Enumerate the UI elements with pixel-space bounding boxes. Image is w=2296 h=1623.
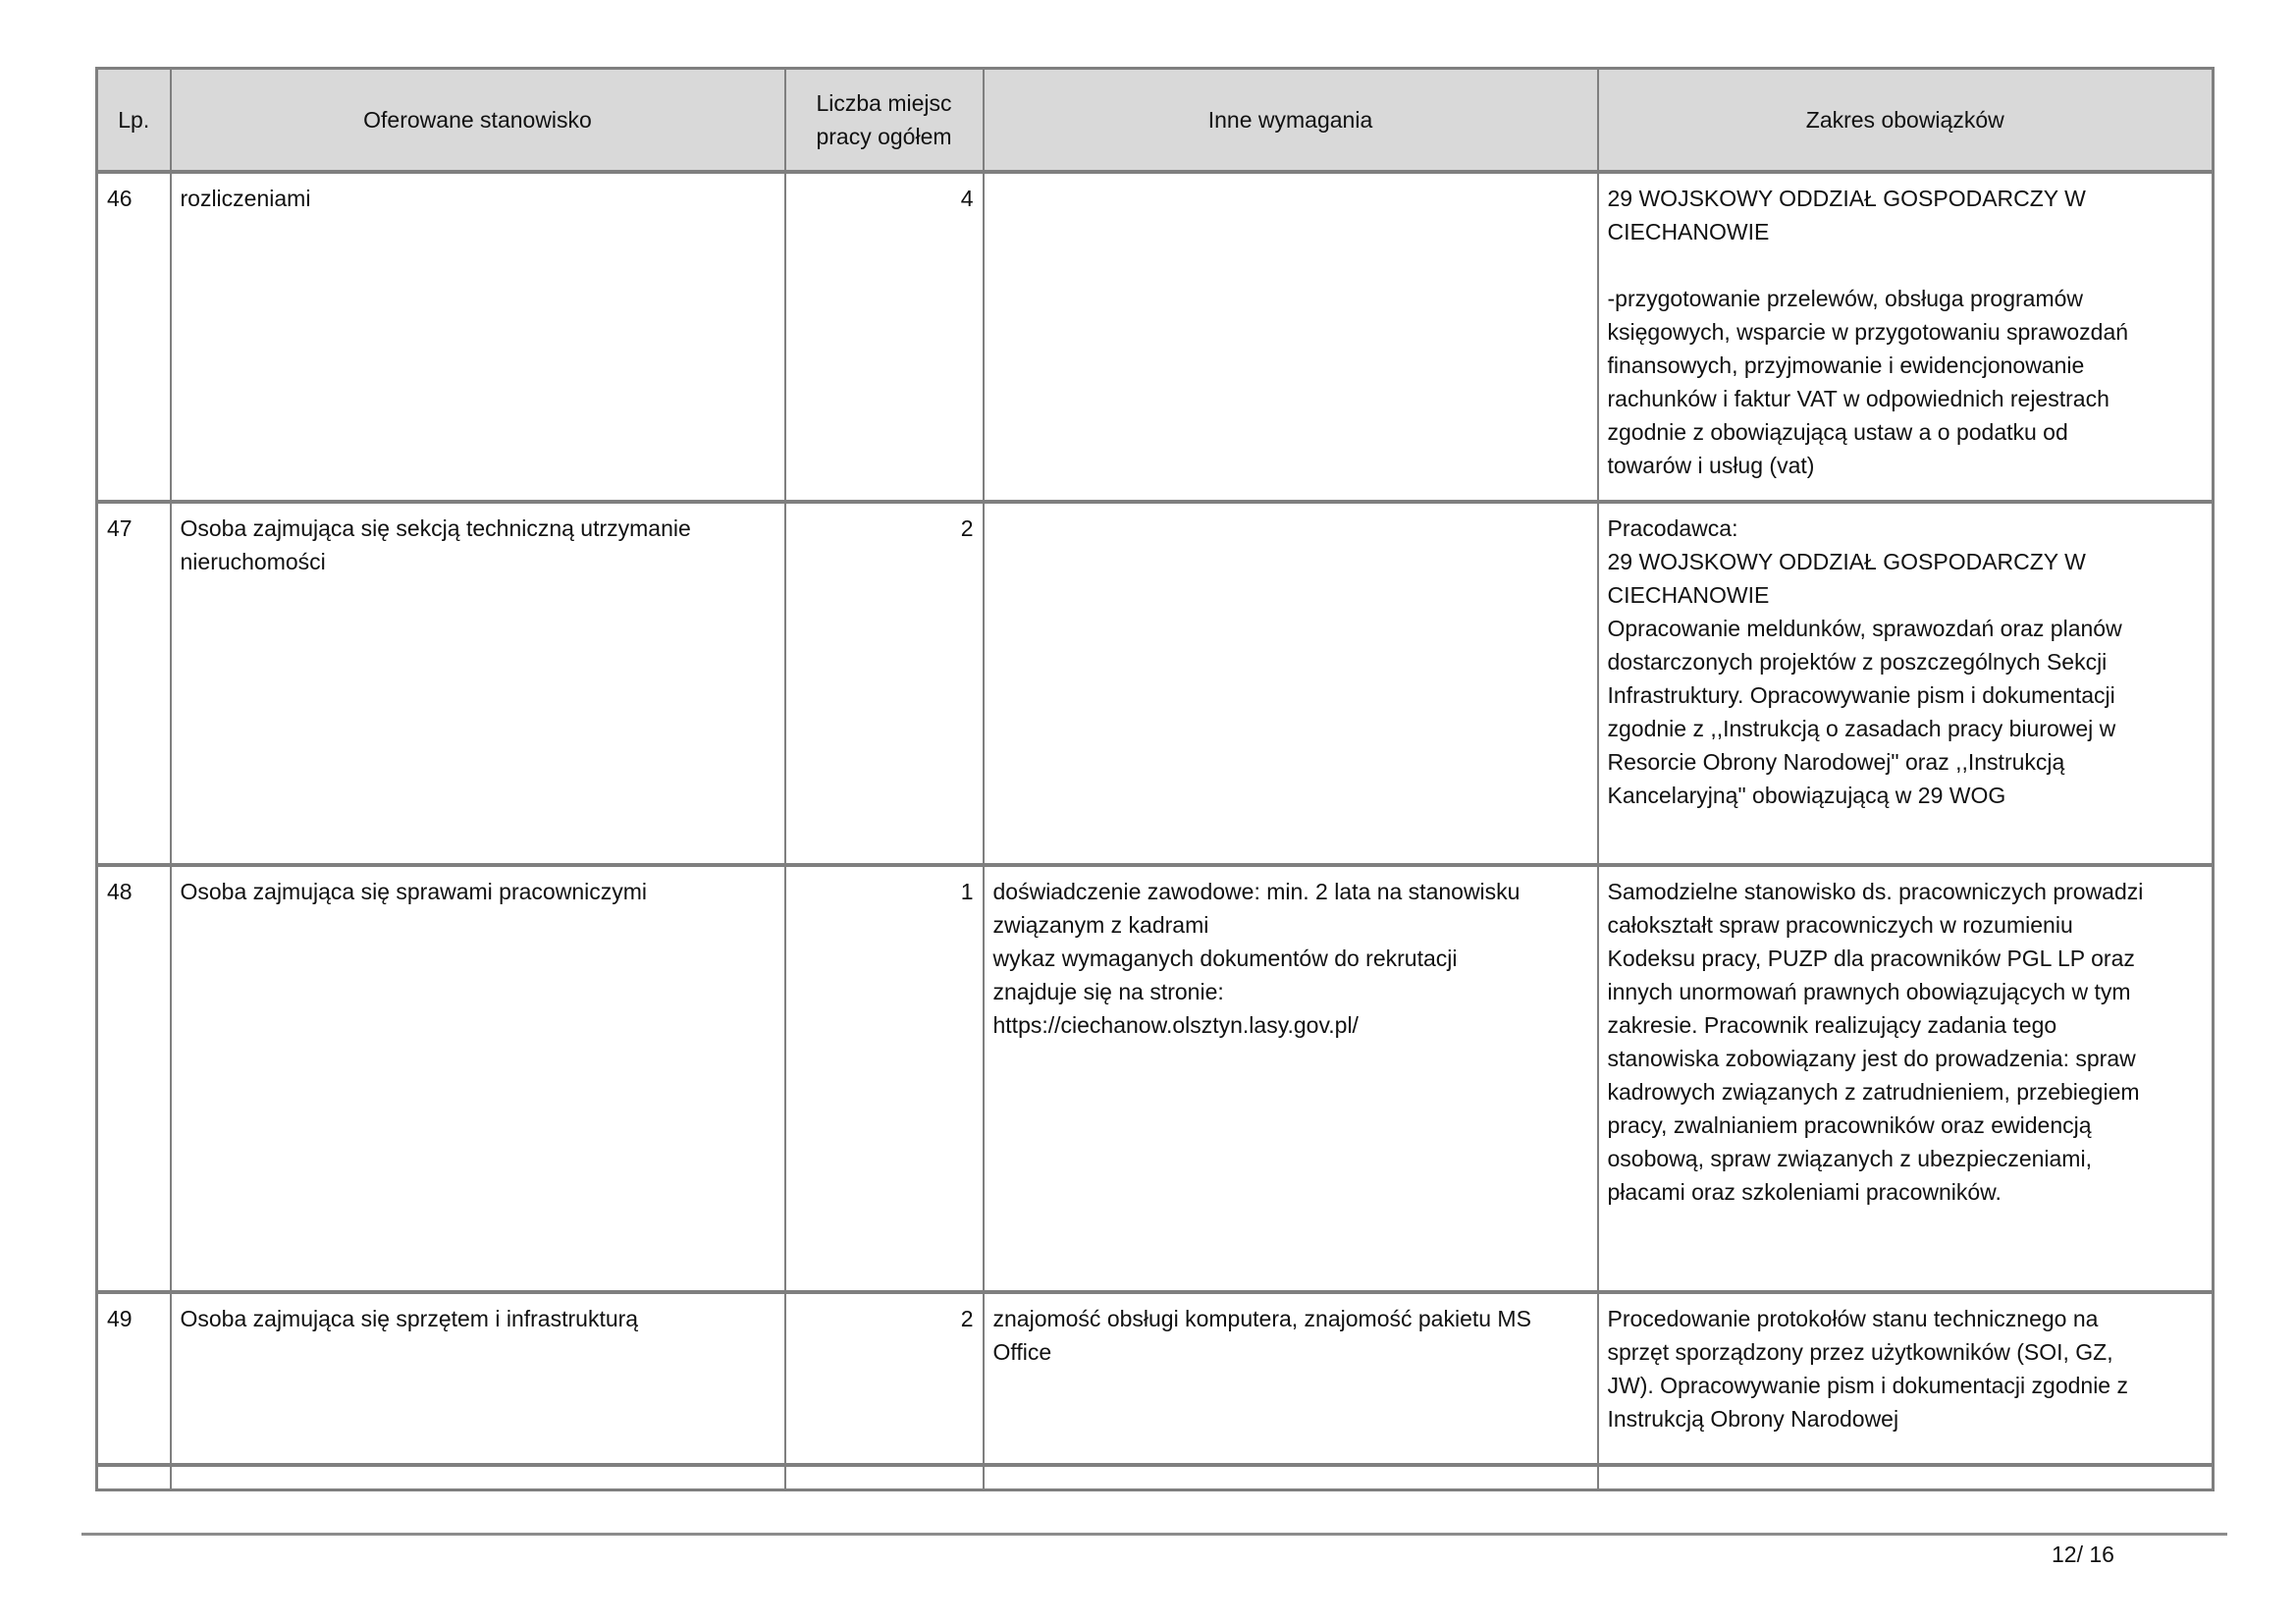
- cell-empty: [984, 1465, 1598, 1490]
- cell-position: Osoba zajmująca się sprawami pracowniczymi: [171, 865, 785, 1292]
- cell-duties: Pracodawca: 29 WOJSKOWY ODDZIAŁ GOSPODARCZY W CIECHANOWIE Opracowanie meldunków, sprawozdań oraz planów dostarczonych projektów z poszczególnych Sekcji Infrastruktury. Opracowywanie pism i dokumentacji zgodnie z ,,Instrukcją o zasadach pracy biurowej w Resorcie Obrony Narodowej" oraz ,,Instrukcją Kancelaryjną" obowiązującą w 29 WOG: [1598, 502, 2214, 865]
- page-number: 12/ 16: [2052, 1542, 2114, 1567]
- cell-count: 1: [785, 865, 984, 1292]
- cell-position: Osoba zajmująca się sekcją techniczną utrzymanie nieruchomości: [171, 502, 785, 865]
- cell-count: 4: [785, 172, 984, 502]
- cell-duties: 29 WOJSKOWY ODDZIAŁ GOSPODARCZY W CIECHANOWIE -przygotowanie przelewów, obsługa programów księgowych, wsparcie w przygotowaniu sprawozdań finansowych, przyjmowanie i ewidencjonowanie rachunków i faktur VAT w odpowiednich rejestrach zgodnie z obowiązującą ustaw a o podatku od towarów i usług (vat): [1598, 172, 2214, 502]
- table-row: [97, 502, 2214, 865]
- header-requirements: Inne wymagania: [984, 69, 1598, 173]
- cell-duties: Procedowanie protokołów stanu technicznego na sprzęt sporządzony przez użytkowników (SOI, GZ, JW). Opracowywanie pism i dokumentacji zgodnie z Instrukcją Obrony Narodowej: [1598, 1292, 2214, 1465]
- cell-requirements: [984, 172, 1598, 502]
- cell-duties: Samodzielne stanowisko ds. pracowniczych prowadzi całokształt spraw pracowniczych w rozumieniu Kodeksu pracy, PUZP dla pracowników PGL LP oraz innych unormowań prawnych obowiązujących w tym zakresie. Pracownik realizujący zadania tego stanowiska zobowiązany jest do prowadzenia: spraw kadrowych związanych z zatrudnieniem, przebiegiem pracy, zwalnianiem pracowników oraz ewidencją osobową, spraw związanych z ubezpieczeniami, płacami oraz szkoleniami pracowników.: [1598, 865, 2214, 1292]
- cell-count: 2: [785, 502, 984, 865]
- job-offers-table: [95, 67, 2215, 1491]
- cell-requirements: znajomość obsługi komputera, znajomość pakietu MS Office: [984, 1292, 1598, 1465]
- table-row: [97, 865, 2214, 1292]
- cell-count: 2: [785, 1292, 984, 1465]
- header-count: Liczba miejsc pracy ogółem: [785, 69, 984, 173]
- cell-empty: [171, 1465, 785, 1490]
- cell-requirements: doświadczenie zawodowe: min. 2 lata na stanowisku związanym z kadrami wykaz wymaganych dokumentów do rekrutacji znajduje się na stronie: https://ciechanow.olsztyn.lasy.gov.pl/: [984, 865, 1598, 1292]
- cell-lp: 49: [97, 1292, 171, 1465]
- cell-position: rozliczeniami: [171, 172, 785, 502]
- cell-requirements: [984, 502, 1598, 865]
- table-row: [97, 1292, 2214, 1465]
- table-row-empty: [97, 1465, 2214, 1490]
- cell-empty: [1598, 1465, 2214, 1490]
- header-position: Oferowane stanowisko: [171, 69, 785, 173]
- cell-empty: [785, 1465, 984, 1490]
- cell-empty: [97, 1465, 171, 1490]
- cell-position: Osoba zajmująca się sprzętem i infrastrukturą: [171, 1292, 785, 1465]
- table-header-row: [97, 69, 2214, 173]
- cell-lp: 46: [97, 172, 171, 502]
- cell-lp: 47: [97, 502, 171, 865]
- cell-lp: 48: [97, 865, 171, 1292]
- header-lp: Lp.: [97, 69, 171, 173]
- header-duties: Zakres obowiązków: [1598, 69, 2214, 173]
- table-row: [97, 172, 2214, 502]
- footer-divider: [81, 1533, 2227, 1536]
